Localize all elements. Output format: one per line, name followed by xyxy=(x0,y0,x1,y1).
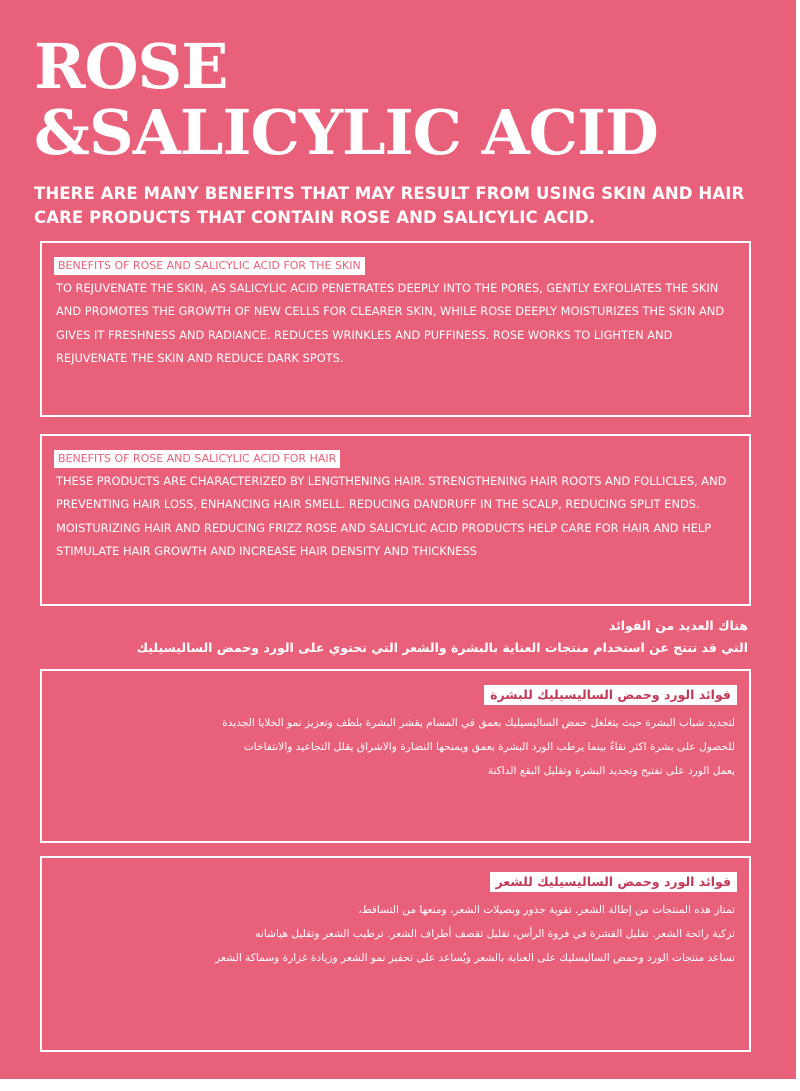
hair-benefits-box-en xyxy=(40,434,751,606)
skin-benefits-heading-en: BENEFITS OF ROSE AND SALICYLIC ACID FOR THE SKIN xyxy=(54,257,365,275)
skin-benefits-body-en: TO REJUVENATE THE SKIN, AS SALICYLIC ACID PENETRATES DEEPLY INTO THE PORES, GENTLY EXFOLIATES THE SKIN AND PROMOTES THE GROWTH OF NEW CELLS FOR CLEARER SKIN, WHILE ROSE DEEPLY MOISTURIZES THE SKIN AND GIVES IT FRESHNESS AND RADIANCE. REDUCES WRINKLES AND PUFFINESS. ROSE WORKS TO LIGHTEN AND REJUVENATE THE SKIN AND REDUCE DARK SPOTS. xyxy=(56,281,725,365)
title-salicylic-acid: &SALICYLIC ACID xyxy=(34,96,658,169)
hair-ar-line: تساعد منتجات الورد وحمض الساليسليك على العناية بالشعر ويُساعد على تحفيز نمو الشعر وزيادة غزارة وسماكة الشعر xyxy=(215,952,735,964)
hair-benefits-heading-ar: فوائد الورد وحمض الساليسيليك للشعر xyxy=(490,872,737,892)
hair-benefits-body-en: THESE PRODUCTS ARE CHARACTERIZED BY LENGTHENING HAIR. STRENGTHENING HAIR ROOTS AND FOLLICLES, AND PREVENTING HAIR LOSS, ENHANCING HAIR SMELL. REDUCING DANDRUFF IN THE SCALP, REDUCING SPLIT ENDS. MOISTURIZING HAIR AND REDUCING FRIZZ ROSE AND SALICYLIC ACID PRODUCTS HELP CARE FOR HAIR AND HELP STIMULATE HAIR GROWTH AND INCREASE HAIR DENSITY AND THICKNESS xyxy=(56,474,727,558)
title-rose: ROSE xyxy=(34,30,228,103)
hair-benefits-heading-en: BENEFITS OF ROSE AND SALICYLIC ACID FOR HAIR xyxy=(54,450,340,468)
skin-ar-line: لتجديد شباب البشرة حيث يتغلغل حمض الساليسيليك بعمق في المسام يقشر البشرة بلطف وتعزيز نمو الخلايا الجديدة xyxy=(222,717,735,729)
intro-ar-line: التي قد تنتج عن استخدام منتجات العناية بالبشرة والشعر التي تحتوي على الورد وحمض الساليسيليك xyxy=(136,640,748,655)
hair-ar-line: تمتاز هذه المنتجات من إطالة الشعر. تقوية جذور وبصيلات الشعر، ومنعها من التساقط، xyxy=(358,904,735,916)
skin-benefits-body-ar xyxy=(45,711,735,783)
hair-benefits-box-ar xyxy=(40,856,751,1052)
skin-benefits-box-en xyxy=(40,241,751,417)
skin-ar-line: للحصول على بشرة اكثر نقاءً بينما يرطب الورد البشرة بعمق ويمنحها النضارة والاشراق يقلل التجاعيد والانتفاخات xyxy=(243,741,735,753)
hair-ar-line: تزكية رائحة الشعر. تقليل القشرة في فروة الرأس، تقليل تقصف أطراف الشعر. ترطيب الشعر وتقليل هياشانه xyxy=(255,928,735,940)
hair-benefits-body-ar xyxy=(45,898,735,970)
skin-ar-line: يعمل الورد على تفتيح وتجديد البشرة وتقليل البقع الداكنة xyxy=(487,765,735,777)
skin-benefits-heading-ar: فوائد الورد وحمض الساليسيليك للبشرة xyxy=(484,685,737,705)
skin-benefits-box-ar xyxy=(40,669,751,843)
intro-ar-line: هناك العديد من الفوائد xyxy=(608,618,748,633)
intro-text-ar xyxy=(48,615,748,659)
intro-text: THERE ARE MANY BENEFITS THAT MAY RESULT FROM USING SKIN AND HAIR CARE PRODUCTS THAT CONTAIN ROSE AND SALICYLIC ACID. xyxy=(34,184,745,227)
